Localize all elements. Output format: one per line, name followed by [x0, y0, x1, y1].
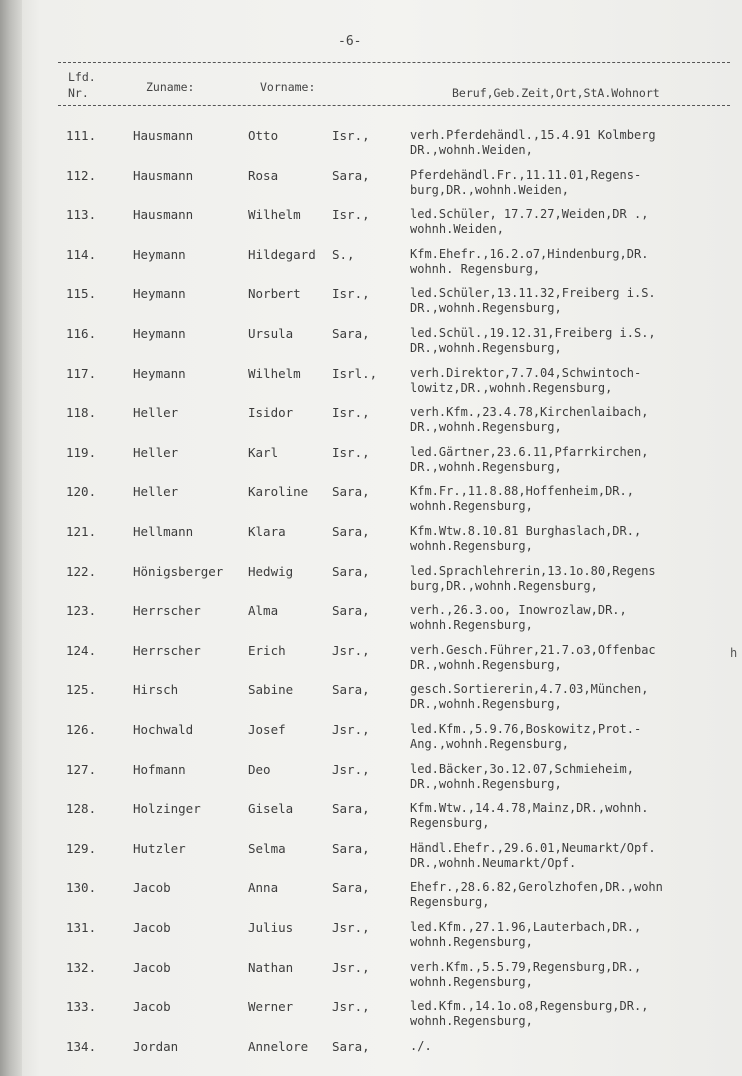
entry-number: 113. — [66, 207, 97, 223]
register-row — [0, 722, 742, 762]
entry-details-line1: verh.Kfm.,5.5.79,Regensburg,DR., — [410, 959, 642, 974]
entry-number: 117. — [66, 365, 97, 381]
entry-name-suffix: Jsr., — [332, 959, 370, 975]
entry-name-suffix: Jsr., — [332, 642, 370, 658]
entry-details-line1: led.Gärtner,23.6.11,Pfarrkirchen, — [410, 444, 649, 459]
entry-number: 115. — [66, 286, 97, 302]
entry-number: 119. — [66, 444, 97, 460]
entry-surname: Heller — [133, 405, 179, 421]
register-row — [0, 564, 742, 604]
entry-name-suffix: Jsr., — [332, 761, 370, 777]
entry-details-line1: led.Schüler,13.11.32,Freiberg i.S. — [410, 286, 656, 301]
entry-number: 129. — [66, 840, 97, 856]
register-row — [0, 801, 742, 841]
entry-surname: Hutzler — [133, 840, 186, 856]
entry-first-name: Norbert — [248, 286, 301, 302]
entry-surname: Heymann — [133, 326, 186, 341]
entry-details-line1: Kfm.Ehefr.,16.2.o7,Hindenburg,DR. — [410, 246, 649, 261]
header-zuname: Zuname: — [146, 80, 195, 94]
entry-details-line1: Kfm.Fr.,11.8.88,Hoffenheim,DR., — [410, 484, 634, 499]
entry-name-suffix: Sara, — [332, 563, 370, 579]
entry-details-line1: verh.Direktor,7.7.04,Schwintoch- — [410, 365, 642, 380]
register-row — [0, 999, 742, 1039]
entry-details-line2: DR.,wohnh.Regensburg, — [410, 657, 562, 672]
entry-first-name: Wilhelm — [248, 365, 301, 381]
entry-first-name: Selma — [248, 840, 286, 856]
entry-surname: Jacob — [133, 880, 171, 896]
entry-name-suffix: Sara, — [332, 682, 370, 698]
header-beruf: Beruf,Geb.Zeit,Ort,StA.Wohnort — [452, 86, 660, 100]
register-row — [0, 168, 742, 208]
entry-first-name: Sabine — [248, 682, 294, 698]
entry-name-suffix: Jsr., — [332, 999, 370, 1015]
register-row — [0, 1039, 742, 1076]
entry-details-line1: verh.Pferdehändl.,15.4.91 Kolmberg — [410, 128, 656, 142]
entry-first-name: Hedwig — [248, 563, 294, 579]
entry-name-suffix: Isr., — [332, 286, 370, 302]
entry-number: 124. — [66, 642, 97, 658]
entry-name-suffix: Jsr., — [332, 920, 370, 935]
entry-details-line2: DR.,wohnh.Weiden, — [410, 143, 533, 157]
header-bottom-rule — [58, 105, 730, 106]
register-row — [0, 920, 742, 960]
entry-details-line1: Ehefr.,28.6.82,Gerolzhofen,DR.,wohn — [410, 880, 663, 895]
register-row — [0, 326, 742, 366]
entry-number: 127. — [66, 761, 97, 777]
entry-surname: Hönigsberger — [133, 563, 224, 579]
entry-details-line1: led.Kfm.,14.1o.o8,Regensburg,DR., — [410, 999, 649, 1014]
entry-details-line2: lowitz,DR.,wohnh.Regensburg, — [410, 380, 613, 395]
entry-first-name: Erich — [248, 642, 286, 658]
entry-details-line2: DR.,wohnh.Regensburg, — [410, 776, 562, 791]
register-row — [0, 445, 742, 485]
register-row — [0, 603, 742, 643]
entry-number: 128. — [66, 801, 97, 817]
entry-first-name: Otto — [248, 128, 279, 143]
entry-first-name: Karl — [248, 444, 279, 460]
entry-details-line1: led.Sprachlehrerin,13.1o.80,Regens — [410, 563, 656, 578]
register-row — [0, 682, 742, 722]
entry-number: 120. — [66, 484, 97, 500]
entry-details-line2: DR.,wohnh.Regensburg, — [410, 341, 562, 355]
entry-details-line2: burg,DR.,wohnh.Regensburg, — [410, 578, 598, 593]
entry-name-suffix: Sara, — [332, 484, 370, 500]
entry-number: 126. — [66, 722, 97, 737]
entry-first-name: Rosa — [248, 167, 279, 183]
entry-first-name: Josef — [248, 722, 286, 737]
entry-name-suffix: S., — [332, 246, 355, 262]
entry-details-line1: Pferdehändl.Fr.,11.11.01,Regens- — [410, 167, 642, 182]
margin-note: h — [730, 646, 738, 660]
entry-number: 122. — [66, 563, 97, 579]
entry-details-line1: verh.Kfm.,23.4.78,Kirchenlaibach, — [410, 405, 649, 420]
entry-surname: Heymann — [133, 365, 186, 381]
entry-number: 111. — [66, 128, 97, 143]
entry-number: 132. — [66, 959, 97, 975]
entry-details-line2: DR.,wohnh.Regensburg, — [410, 697, 562, 712]
entry-name-suffix: Isrl., — [332, 365, 378, 381]
entry-number: 121. — [66, 524, 97, 539]
entry-number: 125. — [66, 682, 97, 698]
entry-details-line2: Regensburg, — [410, 816, 490, 831]
entry-number: 134. — [66, 1038, 97, 1054]
entry-first-name: Wilhelm — [248, 207, 301, 223]
entry-details-line2: DR.,wohnh.Regensburg, — [410, 301, 562, 316]
entry-details-line2: DR.,wohnh.Regensburg, — [410, 420, 562, 435]
entry-name-suffix: Isr., — [332, 128, 370, 143]
entry-first-name: Nathan — [248, 959, 294, 975]
entry-details-line1: led.Schüler, 17.7.27,Weiden,DR ., — [410, 207, 649, 222]
register-row — [0, 247, 742, 287]
entry-surname: Herrscher — [133, 603, 201, 619]
entry-details-line1: gesch.Sortiererin,4.7.03,München, — [410, 682, 649, 697]
register-row — [0, 128, 742, 168]
entry-surname: Heymann — [133, 246, 186, 262]
entry-details-line2: DR.,wohnh.Regensburg, — [410, 459, 562, 474]
entry-surname: Herrscher — [133, 642, 201, 658]
entry-surname: Jordan — [133, 1038, 179, 1054]
entry-name-suffix: Sara, — [332, 167, 370, 183]
entry-first-name: Hildegard — [248, 246, 316, 262]
entry-number: 130. — [66, 880, 97, 896]
register-row — [0, 405, 742, 445]
entry-surname: Jacob — [133, 959, 171, 975]
entry-number: 112. — [66, 167, 97, 183]
entry-surname: Heller — [133, 444, 179, 460]
entry-details-line1: led.Schül.,19.12.31,Freiberg i.S., — [410, 326, 656, 340]
entry-surname: Hausmann — [133, 167, 194, 183]
entry-details-line1: led.Kfm.,27.1.96,Lauterbach,DR., — [410, 920, 642, 934]
entry-details-line2: Ang.,wohnh.Regensburg, — [410, 737, 569, 751]
entry-details-line2: wohnh.Regensburg, — [410, 499, 533, 514]
entry-name-suffix: Sara, — [332, 880, 370, 896]
register-row — [0, 524, 742, 564]
entry-surname: Heller — [133, 484, 179, 500]
register-row — [0, 841, 742, 881]
register-row — [0, 286, 742, 326]
entry-details-line2: wohnh.Regensburg, — [410, 618, 533, 633]
register-row — [0, 643, 742, 683]
register-row — [0, 207, 742, 247]
entry-surname: Holzinger — [133, 801, 201, 817]
header-lfd: Lfd. — [68, 70, 96, 84]
entry-name-suffix: Sara, — [332, 840, 370, 856]
entry-surname: Hausmann — [133, 128, 194, 143]
entry-details-line2: wohnh.Regensburg, — [410, 974, 533, 989]
entry-first-name: Alma — [248, 603, 279, 619]
entry-details-line1: ./. — [410, 1038, 432, 1053]
entry-name-suffix: Isr., — [332, 207, 370, 223]
entry-first-name: Julius — [248, 920, 294, 935]
entry-name-suffix: Isr., — [332, 405, 370, 421]
entry-details-line1: Kfm.Wtw.,14.4.78,Mainz,DR.,wohnh. — [410, 801, 649, 816]
entry-first-name: Isidor — [248, 405, 294, 421]
entry-details-line1: led.Bäcker,3o.12.07,Schmieheim, — [410, 761, 634, 776]
entry-number: 123. — [66, 603, 97, 619]
entry-surname: Hofmann — [133, 761, 186, 777]
entry-number: 133. — [66, 999, 97, 1015]
entry-number: 116. — [66, 326, 97, 341]
entry-details-line1: Händl.Ehefr.,29.6.01,Neumarkt/Opf. — [410, 840, 656, 855]
entry-name-suffix: Sara, — [332, 801, 370, 817]
register-row — [0, 762, 742, 802]
entry-first-name: Gisela — [248, 801, 294, 817]
entry-details-line2: wohnh.Regensburg, — [410, 935, 533, 949]
entry-details-line1: verh.Gesch.Führer,21.7.o3,Offenbac — [410, 642, 656, 657]
entry-details-line2: DR.,wohnh.Neumarkt/Opf. — [410, 855, 577, 870]
entry-details-line2: wohnh.Weiden, — [410, 222, 504, 237]
entry-surname: Jacob — [133, 999, 171, 1015]
entry-name-suffix: Sara, — [332, 524, 370, 539]
entry-first-name: Karoline — [248, 484, 309, 500]
entry-surname: Heymann — [133, 286, 186, 302]
entry-details-line1: Kfm.Wtw.8.10.81 Burghaslach,DR., — [410, 524, 642, 538]
entry-details-line2: wohnh. Regensburg, — [410, 261, 541, 276]
entry-name-suffix: Sara, — [332, 1038, 370, 1054]
entry-first-name: Deo — [248, 761, 271, 777]
header-vorname: Vorname: — [260, 80, 316, 94]
register-row — [0, 960, 742, 1000]
entry-number: 114. — [66, 246, 97, 262]
entry-first-name: Werner — [248, 999, 294, 1015]
entry-number: 118. — [66, 405, 97, 421]
entry-first-name: Annelore — [248, 1038, 309, 1054]
entry-first-name: Anna — [248, 880, 279, 896]
entry-first-name: Ursula — [248, 326, 294, 341]
register-row — [0, 880, 742, 920]
entry-details-line2: wohnh.Regensburg, — [410, 539, 533, 553]
entry-name-suffix: Sara, — [332, 603, 370, 619]
entry-surname: Hausmann — [133, 207, 194, 223]
entry-surname: Hochwald — [133, 722, 194, 737]
header-top-rule — [58, 62, 730, 63]
page-number: -6- — [338, 34, 362, 49]
header-nr: Nr. — [68, 86, 89, 100]
entry-details-line2: burg,DR.,wohnh.Weiden, — [410, 182, 569, 197]
entry-surname: Hellmann — [133, 524, 194, 539]
entry-details-line1: led.Kfm.,5.9.76,Boskowitz,Prot.- — [410, 722, 642, 736]
entry-name-suffix: Jsr., — [332, 722, 370, 737]
register-row — [0, 484, 742, 524]
entry-name-suffix: Isr., — [332, 444, 370, 460]
entry-details-line1: verh.,26.3.oo, Inowrozlaw,DR., — [410, 603, 627, 618]
entry-surname: Hirsch — [133, 682, 179, 698]
entry-name-suffix: Sara, — [332, 326, 370, 341]
entry-first-name: Klara — [248, 524, 286, 539]
entry-surname: Jacob — [133, 920, 171, 935]
entry-details-line2: Regensburg, — [410, 895, 490, 910]
entry-number: 131. — [66, 920, 97, 935]
entry-details-line2: wohnh.Regensburg, — [410, 1014, 533, 1029]
register-row — [0, 366, 742, 406]
